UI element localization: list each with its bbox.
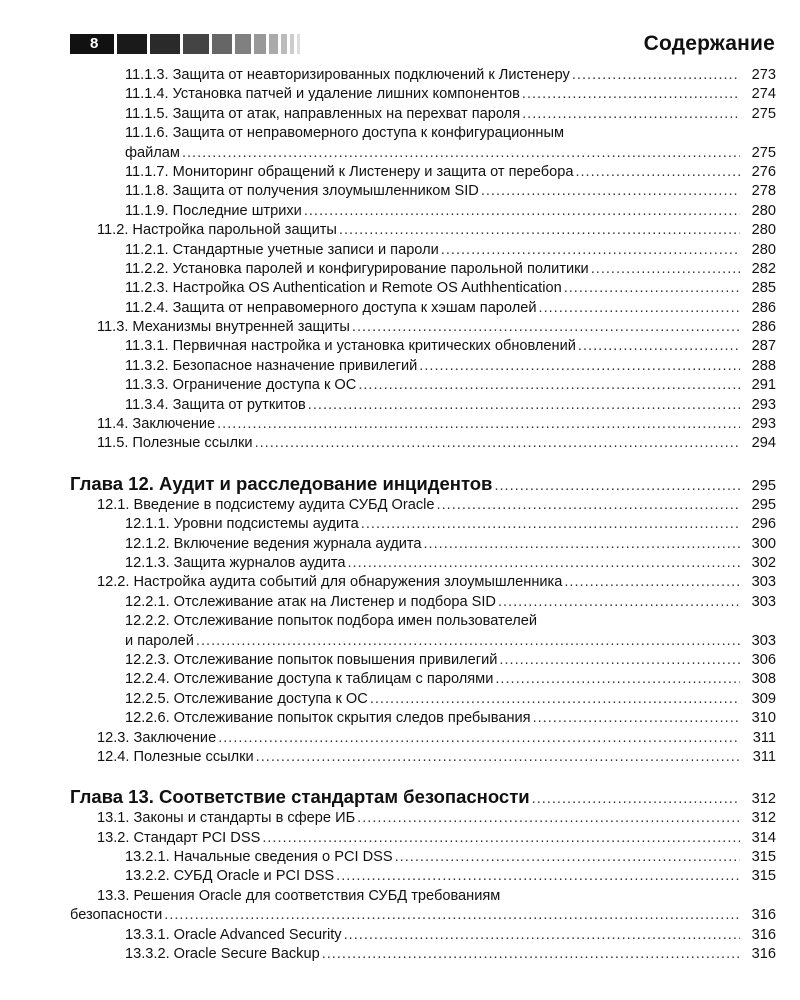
toc-leader-dots: [572, 66, 740, 85]
header-block: [269, 34, 278, 54]
toc-entry: [70, 144, 776, 163]
toc-entry: [70, 260, 776, 279]
toc-leader-dots: [575, 163, 740, 182]
toc-group: [70, 496, 776, 612]
toc-page-number: 312: [751, 810, 776, 827]
toc-page-number: 280: [751, 241, 776, 258]
toc-leader-dots: [262, 829, 740, 848]
toc-leader-dots: [591, 260, 740, 279]
toc-leader-dots: [522, 85, 740, 104]
toc-page-number: 282: [751, 260, 776, 277]
toc-entry-line1: 12.2.2. Отслеживание попыток подбора имен пользователей: [125, 613, 537, 630]
toc-entry: [70, 396, 776, 415]
header-block: [297, 34, 300, 54]
toc-leader-dots: [339, 221, 740, 240]
toc-leader-dots: [498, 593, 740, 612]
toc-entry-text: 11.2.4. Защита от неправомерного доступа к хэшам паролей: [125, 299, 537, 316]
toc-page-number: 280: [751, 222, 776, 239]
header-block: [212, 34, 232, 54]
toc-entry-text: 11.3. Механизмы внутренней защиты: [97, 319, 350, 336]
toc-page-number: 303: [751, 632, 776, 649]
toc-leader-dots: [357, 809, 740, 828]
toc-leader-dots: [196, 632, 740, 651]
toc-entry-text: 11.4. Заключение: [97, 416, 216, 433]
toc-entry: [70, 651, 776, 670]
toc-page-number: 303: [751, 574, 776, 591]
toc-entry: [70, 515, 776, 534]
toc-entry-text: 11.2.3. Настройка OS Authentication и Remote OS Authhentication: [125, 280, 562, 297]
chapter-heading: [70, 472, 776, 496]
toc-entry-text: 11.2.1. Стандартные учетные записи и пароли: [125, 241, 439, 258]
header-block: [150, 34, 180, 54]
toc-entry-text: 12.3. Заключение: [97, 729, 217, 746]
toc-entry-text: 12.2.4. Отслеживание доступа к таблицам с паролями: [125, 671, 494, 688]
toc-entry-text: 11.1.8. Защита от получения злоумышленником SID: [125, 183, 479, 200]
toc-page-number: 278: [751, 183, 776, 200]
toc-leader-dots: [539, 299, 740, 318]
toc-entry-text: 11.3.2. Безопасное назначение привилегий: [125, 357, 418, 374]
toc-entry: [70, 376, 776, 395]
toc-leader-dots: [344, 926, 740, 945]
toc-leader-dots: [352, 318, 740, 337]
toc-leader-dots: [217, 415, 740, 434]
toc-entry-text: 13.2.1. Начальные сведения о PCI DSS: [125, 849, 393, 866]
toc-leader-dots: [395, 848, 740, 867]
toc-leader-dots: [182, 144, 740, 163]
toc-page-number: 296: [751, 516, 776, 533]
toc-page-number: 293: [751, 416, 776, 433]
toc-entry: [70, 573, 776, 592]
toc-leader-dots: [304, 202, 740, 221]
toc-page-number: 293: [751, 396, 776, 413]
toc-entry: [70, 670, 776, 689]
toc-page-number: 316: [751, 926, 776, 943]
toc-entry-line1: 11.1.6. Защита от неправомерного доступа к конфигурационным: [125, 125, 564, 142]
toc-page-number: 280: [751, 202, 776, 219]
toc-leader-dots: [495, 670, 740, 689]
toc-entry-text: 12.2. Настройка аудита событий для обнаружения злоумышленника: [97, 574, 563, 591]
toc-entry-text: 12.1. Введение в подсистему аудита СУБД Oracle: [97, 496, 435, 513]
toc-entry-text: 13.2.2. СУБД Oracle и PCI DSS: [125, 868, 335, 885]
toc-entry: [70, 945, 776, 964]
toc-leader-dots: [256, 748, 740, 767]
toc-leader-dots: [255, 434, 740, 453]
toc-page-number: 311: [752, 748, 776, 765]
toc-leader-dots: [499, 651, 740, 670]
toc-page-number: 275: [751, 144, 776, 161]
toc-leader-dots: [481, 182, 740, 201]
toc-entry-text: 11.1.3. Защита от неавторизированных подключений к Листенеру: [125, 67, 570, 83]
toc-entry: [70, 906, 776, 925]
toc-page-number: 295: [751, 477, 776, 494]
toc-group: [70, 809, 776, 887]
toc-entry: [70, 867, 776, 886]
toc-page-number: 288: [751, 357, 776, 374]
toc-leader-dots: [564, 573, 740, 592]
toc-entry: [70, 809, 776, 828]
toc-group: [70, 926, 776, 965]
toc-leader-dots: [522, 105, 740, 124]
toc-entry: [70, 337, 776, 356]
toc-entry: [70, 85, 776, 104]
toc-leader-dots: [308, 396, 740, 415]
header-title: Содержание: [643, 32, 775, 55]
toc-page-number: 285: [751, 280, 776, 297]
toc-entry-text: 11.2.2. Установка паролей и конфигурирование парольной политики: [125, 260, 589, 277]
page-number: 8: [70, 34, 114, 54]
toc-leader-dots: [441, 241, 740, 260]
toc-leader-dots: [578, 337, 740, 356]
toc-page-number: 275: [751, 105, 776, 122]
toc-entry: [70, 415, 776, 434]
toc-entry-text: 11.1.4. Установка патчей и удаление лишних компонентов: [125, 86, 520, 103]
toc-entry: [70, 535, 776, 554]
header-block: [254, 34, 266, 54]
toc-page-number: 302: [751, 554, 776, 571]
toc-leader-dots: [494, 474, 740, 498]
toc-entry: [70, 66, 776, 85]
header-decor-bar: [70, 34, 330, 54]
toc-entry: [70, 241, 776, 260]
toc-entry-text: 11.3.3. Ограничение доступа к ОС: [125, 377, 357, 394]
toc-entry: [70, 593, 776, 612]
toc-page-number: 286: [751, 319, 776, 336]
toc-leader-dots: [532, 787, 740, 811]
toc-page-number: 287: [751, 338, 776, 355]
toc-entry-text: 11.3.1. Первичная настройка и установка критических обновлений: [125, 338, 576, 355]
toc-page-number: 314: [751, 829, 776, 846]
toc-page-number: 300: [751, 535, 776, 552]
toc-page-number: 315: [751, 849, 776, 866]
header-block: [281, 34, 287, 54]
toc-page-number: 294: [751, 435, 776, 452]
toc-entry-text: 12.2.3. Отслеживание попыток повышения привилегий: [125, 651, 498, 668]
toc-page-number: 311: [752, 729, 776, 746]
toc-leader-dots: [564, 279, 740, 298]
toc-entry-text: безопасности: [70, 907, 163, 924]
toc-entry-text: 12.2.5. Отслеживание доступа к ОС: [125, 690, 368, 707]
toc-entry-text: 13.2. Стандарт PCI DSS: [97, 829, 261, 846]
toc-leader-dots: [533, 709, 740, 728]
toc-entry-text: 12.4. Полезные ссылки: [97, 748, 254, 765]
toc-entry-text: файлам: [125, 144, 180, 161]
toc-page-number: 274: [751, 86, 776, 103]
toc-entry-text: 11.1.9. Последние штрихи: [125, 202, 302, 219]
toc-entry-text: 13.3.1. Oracle Advanced Security: [125, 926, 342, 943]
chapter-title: Глава 13. Соответствие стандартам безопасности: [70, 786, 530, 808]
toc-leader-dots: [419, 357, 740, 376]
header-block: [235, 34, 251, 54]
toc-entry-text: 12.1.3. Защита журналов аудита: [125, 554, 346, 571]
toc-entry-text: 13.1. Законы и стандарты в сфере ИБ: [97, 810, 356, 827]
header-block: [290, 34, 294, 54]
toc-entry-text: 11.1.5. Защита от атак, направленных на перехват пароля: [125, 105, 521, 122]
toc-entry-text: 11.3.4. Защита от руткитов: [125, 396, 306, 413]
toc-page-number: 316: [751, 907, 776, 924]
toc-entry: [70, 554, 776, 573]
toc-entry-text: 12.2.6. Отслеживание попыток скрытия следов пребывания: [125, 710, 531, 727]
toc-entry: [70, 709, 776, 728]
toc-entry-line1: 13.3. Решения Oracle для соответствия СУБД требованиям: [97, 887, 501, 904]
toc-leader-dots: [164, 906, 740, 925]
toc-leader-dots: [322, 945, 740, 964]
table-of-contents: [70, 66, 776, 964]
toc-group: [70, 163, 776, 454]
toc-leader-dots: [348, 554, 741, 573]
toc-entry-text: 11.2. Настройка парольной защиты: [97, 222, 337, 239]
toc-entry: [70, 163, 776, 182]
toc-page-number: 276: [751, 163, 776, 180]
toc-group: [70, 66, 776, 124]
toc-entry-text: 11.1.7. Мониторинг обращений к Листенеру и защита от перебора: [125, 163, 574, 180]
chapter-title: Глава 12. Аудит и расследование инцидентов: [70, 472, 493, 494]
toc-leader-dots: [218, 729, 740, 748]
toc-page-number: 303: [751, 593, 776, 610]
toc-entry: [70, 729, 776, 748]
toc-leader-dots: [370, 690, 740, 709]
toc-group: [70, 651, 776, 767]
toc-leader-dots: [361, 515, 740, 534]
toc-entry: [70, 690, 776, 709]
header-block: [183, 34, 209, 54]
toc-entry: [70, 496, 776, 515]
toc-page-number: 291: [751, 377, 776, 394]
toc-entry: [70, 299, 776, 318]
toc-entry: [70, 848, 776, 867]
toc-page-number: 286: [751, 299, 776, 316]
toc-entry-text: 13.3.2. Oracle Secure Backup: [125, 946, 320, 963]
toc-page-number: 309: [751, 690, 776, 707]
toc-entry: [70, 357, 776, 376]
toc-entry: [70, 105, 776, 124]
toc-entry-text: 11.5. Полезные ссылки: [97, 435, 253, 452]
toc-page-number: 273: [751, 67, 776, 83]
toc-entry: [70, 202, 776, 221]
toc-entry-text: 12.2.1. Отслеживание атак на Листенер и подбора SID: [125, 593, 496, 610]
toc-entry: [70, 221, 776, 240]
toc-entry-text: 12.1.1. Уровни подсистемы аудита: [125, 516, 359, 533]
page-header: [70, 32, 775, 56]
toc-entry: [70, 632, 776, 651]
toc-leader-dots: [437, 496, 740, 515]
toc-page-number: 295: [751, 496, 776, 513]
toc-entry-text: 12.1.2. Включение ведения журнала аудита: [125, 535, 422, 552]
toc-leader-dots: [358, 376, 740, 395]
toc-entry: [70, 434, 776, 453]
toc-page-number: 315: [751, 868, 776, 885]
toc-entry: [70, 829, 776, 848]
toc-entry: [70, 279, 776, 298]
header-block: [117, 34, 147, 54]
toc-page-number: 308: [751, 671, 776, 688]
toc-entry: [70, 318, 776, 337]
toc-page-number: 306: [751, 651, 776, 668]
toc-page-number: 310: [751, 710, 776, 727]
toc-entry-text: и паролей: [125, 632, 194, 649]
toc-page-number: 312: [751, 791, 776, 808]
toc-entry: [70, 182, 776, 201]
chapter-heading: [70, 785, 776, 809]
toc-leader-dots: [424, 535, 741, 554]
toc-page-number: 316: [751, 946, 776, 963]
toc-leader-dots: [336, 867, 740, 886]
toc-entry: [70, 926, 776, 945]
toc-entry: [70, 748, 776, 767]
